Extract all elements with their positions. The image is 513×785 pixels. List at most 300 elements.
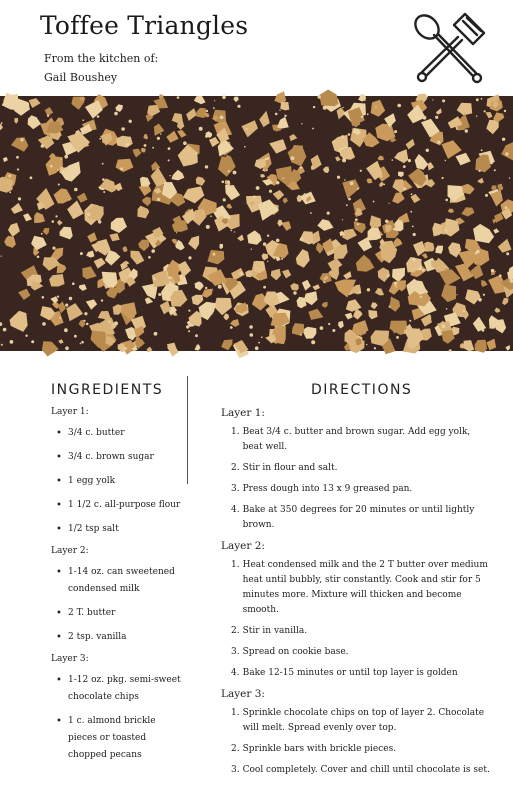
toffee-crumb — [148, 256, 151, 259]
toffee-crumb — [396, 336, 399, 339]
toffee-crumb — [423, 116, 427, 120]
toffee-crumb — [346, 204, 348, 206]
toffee-crumb — [265, 120, 266, 121]
toffee-crumb — [227, 181, 230, 184]
toffee-crumb — [394, 130, 397, 133]
toffee-crumb — [87, 213, 90, 216]
toffee-crumb — [383, 184, 385, 186]
toffee-crumb — [151, 249, 155, 253]
direction-step — [221, 763, 491, 778]
step-text: Bake at 350 degrees for 20 minutes or until lightly brown. — [243, 503, 491, 533]
toffee-crumb — [52, 220, 55, 223]
toffee-crumb — [435, 116, 438, 119]
toffee-crumb — [389, 203, 390, 204]
toffee-crumb — [300, 166, 303, 169]
toffee-crumb — [3, 328, 7, 332]
toffee-crumb — [410, 211, 412, 213]
toffee-crumb — [223, 198, 226, 201]
toffee-crumb — [267, 235, 269, 237]
toffee-crumb — [442, 177, 444, 179]
toffee-crumb — [64, 328, 68, 332]
toffee-crumb — [250, 333, 254, 337]
toffee-crumb — [263, 242, 266, 245]
toffee-crumb — [64, 167, 67, 170]
toffee-crumb — [425, 95, 428, 98]
toffee-crumb — [177, 96, 180, 99]
toffee-crumb — [490, 324, 492, 326]
step-text: Sprinkle bars with brickle pieces. — [243, 742, 491, 757]
toffee-crumb — [344, 179, 346, 181]
ingredient-item: • 3/4 c. brown sugar — [51, 449, 181, 466]
toffee-crumb — [445, 199, 448, 202]
toffee-crumb — [476, 115, 477, 116]
ingredient-item: • 1-12 oz. pkg. semi-sweet chocolate chips — [51, 672, 181, 706]
toffee-crumb — [80, 343, 82, 345]
ingredient-item: • 2 T. butter — [51, 605, 181, 622]
toffee-crumb — [476, 250, 480, 254]
toffee-crumb — [505, 152, 508, 155]
toffee-crumb — [69, 199, 70, 200]
toffee-crumb — [126, 143, 130, 147]
ingredient-item: • 2 tsp. vanilla — [51, 629, 181, 646]
toffee-crumb — [205, 135, 208, 138]
toffee-crumb — [445, 160, 446, 161]
toffee-crumb — [218, 285, 222, 289]
toffee-crumb — [300, 334, 302, 336]
step-number: 2. — [231, 461, 243, 476]
toffee-crumb — [220, 116, 224, 120]
toffee-crumb — [342, 158, 346, 162]
toffee-crumb — [403, 165, 406, 168]
toffee-crumb — [265, 158, 268, 161]
toffee-crumb — [130, 332, 133, 335]
ingredients-layer-label: Layer 1: — [51, 406, 181, 418]
toffee-crumb — [101, 299, 103, 301]
toffee-crumb — [505, 206, 508, 209]
ingredient-item: • 1/2 tsp salt — [51, 521, 181, 538]
toffee-crumb — [361, 116, 364, 119]
toffee-crumb — [183, 141, 187, 145]
toffee-crumb — [231, 230, 232, 231]
kitchen-label: From the kitchen of: — [44, 52, 158, 65]
toffee-crumb — [422, 269, 425, 272]
toffee-crumb — [157, 137, 160, 140]
toffee-crumb — [154, 332, 158, 336]
toffee-photo — [0, 96, 513, 351]
toffee-crumb — [206, 110, 208, 112]
toffee-crumb — [499, 274, 502, 277]
toffee-crumb — [373, 201, 375, 203]
directions-layer-label: Layer 1: — [221, 407, 491, 419]
toffee-crumb — [114, 321, 118, 325]
toffee-crumb — [1, 256, 2, 257]
toffee-crumb — [375, 106, 377, 108]
toffee-crumb — [358, 291, 361, 294]
toffee-crumb — [31, 340, 34, 343]
toffee-crumb — [484, 110, 486, 112]
toffee-crumb — [128, 329, 130, 331]
step-text: Press dough into 13 x 9 greased pan. — [243, 482, 491, 497]
toffee-crumb — [301, 123, 302, 124]
toffee-crumb — [102, 163, 104, 165]
toffee-crumb — [320, 326, 324, 330]
toffee-crumb — [318, 95, 321, 98]
toffee-crumb — [157, 198, 160, 201]
toffee-crumb — [403, 187, 406, 190]
toffee-crumb — [25, 335, 27, 337]
toffee-crumb — [237, 105, 240, 108]
toffee-crumb — [55, 215, 57, 217]
toffee-crumb — [300, 237, 304, 241]
toffee-crumb — [323, 106, 327, 110]
toffee-crumb — [121, 127, 125, 131]
toffee-crumb — [491, 162, 493, 164]
toffee-crumb — [127, 262, 128, 263]
toffee-crumb — [84, 312, 87, 315]
toffee-crumb — [249, 325, 253, 329]
toffee-crumb — [17, 168, 19, 170]
toffee-crumb — [199, 127, 203, 131]
toffee-crumb — [348, 133, 351, 136]
toffee-crumb — [337, 176, 340, 179]
toffee-chunk — [424, 242, 434, 252]
toffee-crumb — [59, 317, 61, 319]
step-text: Heat condensed milk and the 2 T butter over medium heat until bubbly, stir constantly. Cook and stir for 5 minutes more. Mixture will thicken and become smooth. — [243, 558, 491, 618]
toffee-crumb — [74, 335, 77, 338]
toffee-crumb — [494, 169, 496, 171]
step-number: 2. — [231, 624, 243, 639]
ingredients-heading: INGREDIENTS — [51, 382, 163, 398]
direction-step — [221, 645, 491, 660]
toffee-crumb — [491, 269, 494, 272]
toffee-chunk — [280, 102, 289, 110]
toffee-crumb — [385, 220, 388, 223]
toffee-crumb — [65, 304, 68, 307]
toffee-crumb — [41, 233, 43, 235]
toffee-crumb — [98, 220, 101, 223]
step-number: 4. — [231, 503, 243, 533]
toffee-crumb — [357, 223, 359, 225]
toffee-crumb — [404, 332, 406, 334]
toffee-crumb — [479, 170, 481, 172]
toffee-crumb — [327, 212, 330, 215]
toffee-crumb — [456, 294, 457, 295]
toffee-crumb — [66, 233, 70, 237]
toffee-crumb — [188, 330, 190, 332]
toffee-crumb — [463, 310, 465, 312]
toffee-crumb — [313, 297, 316, 300]
toffee-crumb — [120, 167, 123, 170]
toffee-crumb — [210, 215, 212, 217]
toffee-crumb — [267, 261, 268, 262]
toffee-crumb — [231, 185, 235, 189]
direction-step — [221, 461, 491, 476]
author-name: Gail Boushey — [44, 71, 117, 84]
toffee-crumb — [65, 346, 69, 350]
toffee-crumb — [244, 146, 246, 148]
toffee-crumb — [276, 239, 280, 243]
direction-step — [221, 503, 491, 533]
toffee-crumb — [261, 336, 263, 338]
toffee-crumb — [176, 232, 177, 233]
toffee-crumb — [355, 218, 358, 221]
toffee-crumb — [367, 288, 370, 291]
toffee-crumb — [502, 138, 505, 141]
ingredients-list — [51, 406, 181, 771]
toffee-crumb — [313, 106, 315, 108]
direction-step — [221, 742, 491, 757]
toffee-crumb — [446, 308, 448, 310]
toffee-crumb — [230, 326, 233, 329]
toffee-crumb — [86, 323, 89, 326]
step-text: Cool completely. Cover and chill until chocolate is set. — [243, 763, 491, 778]
toffee-crumb — [108, 321, 111, 324]
toffee-crumb — [409, 320, 411, 322]
toffee-crumb — [52, 247, 55, 250]
toffee-crumb — [168, 147, 171, 150]
toffee-crumb — [465, 129, 468, 132]
step-text: Spread on cookie base. — [243, 645, 491, 660]
toffee-crumb — [97, 115, 100, 118]
toffee-crumb — [408, 159, 411, 162]
toffee-crumb — [310, 212, 312, 214]
toffee-crumb — [357, 188, 359, 190]
toffee-crumb — [84, 320, 86, 322]
toffee-crumb — [485, 194, 488, 197]
toffee-crumb — [397, 104, 401, 108]
toffee-crumb — [374, 347, 376, 349]
toffee-crumb — [251, 249, 252, 250]
toffee-crumb — [144, 144, 147, 147]
toffee-crumb — [392, 159, 394, 161]
column-divider — [187, 376, 188, 484]
toffee-crumb — [58, 184, 60, 186]
toffee-crumb — [74, 188, 78, 192]
toffee-crumb — [276, 181, 279, 184]
toffee-crumb — [341, 135, 344, 138]
toffee-crumb — [228, 170, 230, 172]
toffee-crumb — [366, 344, 367, 345]
toffee-crumb — [263, 286, 266, 289]
toffee-crumb — [279, 110, 280, 111]
step-number: 3. — [231, 763, 243, 778]
toffee-crumb — [57, 169, 59, 171]
toffee-crumb — [234, 231, 235, 232]
toffee-crumb — [50, 165, 53, 168]
toffee-crumb — [133, 332, 135, 334]
toffee-crumb — [314, 332, 315, 333]
toffee-crumb — [61, 159, 62, 160]
ingredient-item: • 1 c. almond brickle pieces or toasted chopped pecans — [51, 713, 181, 764]
toffee-crumb — [323, 281, 325, 283]
toffee-crumb — [213, 107, 215, 109]
toffee-crumb — [506, 252, 509, 255]
ingredient-item: • 1 1/2 c. all-purpose flour — [51, 497, 181, 514]
toffee-crumb — [152, 147, 154, 149]
direction-step — [221, 482, 491, 497]
toffee-crumb — [389, 306, 391, 308]
toffee-crumb — [348, 198, 351, 201]
toffee-crumb — [411, 193, 413, 195]
toffee-crumb — [509, 177, 510, 178]
toffee-crumb — [312, 340, 314, 342]
step-number: 4. — [231, 666, 243, 681]
toffee-crumb — [412, 257, 416, 261]
toffee-crumb — [124, 347, 127, 350]
toffee-crumb — [68, 312, 69, 313]
toffee-crumb — [188, 310, 190, 312]
toffee-crumb — [412, 226, 414, 228]
toffee-crumb — [283, 177, 285, 179]
toffee-crumb — [426, 149, 429, 152]
toffee-crumb — [182, 156, 183, 157]
toffee-crumb — [47, 115, 49, 117]
toffee-crumb — [153, 278, 156, 281]
toffee-crumb — [239, 272, 242, 275]
toffee-crumb — [432, 99, 433, 100]
toffee-crumb — [76, 131, 79, 134]
toffee-crumb — [18, 197, 21, 200]
toffee-crumb — [168, 159, 170, 161]
toffee-crumb — [57, 296, 59, 298]
toffee-crumb — [504, 110, 506, 112]
toffee-crumb — [1, 122, 3, 124]
toffee-crumb — [476, 98, 479, 101]
toffee-crumb — [332, 329, 335, 332]
ingredient-item: • 3/4 c. butter — [51, 425, 181, 442]
toffee-crumb — [269, 190, 272, 193]
step-number: 1. — [231, 558, 243, 618]
toffee-crumb — [139, 260, 141, 262]
toffee-crumb — [9, 191, 11, 193]
toffee-crumb — [360, 170, 362, 172]
toffee-crumb — [10, 340, 14, 344]
toffee-crumb — [8, 175, 11, 178]
toffee-crumb — [30, 176, 33, 179]
toffee-crumb — [37, 256, 40, 259]
toffee-crumb — [205, 287, 207, 289]
toffee-crumb — [256, 186, 260, 190]
toffee-crumb — [34, 119, 35, 120]
toffee-crumb — [214, 100, 215, 101]
step-text: Stir in vanilla. — [243, 624, 491, 639]
toffee-crumb — [442, 324, 446, 328]
recipe-title: Toffee Triangles — [40, 11, 248, 40]
toffee-crumb — [478, 298, 482, 302]
toffee-crumb — [293, 291, 296, 294]
toffee-crumb — [222, 181, 225, 184]
step-number: 3. — [231, 645, 243, 660]
toffee-crumb — [278, 244, 279, 245]
toffee-crumb — [169, 175, 170, 176]
toffee-crumb — [102, 178, 105, 181]
toffee-crumb — [350, 181, 354, 185]
toffee-crumb — [303, 193, 306, 196]
toffee-crumb — [483, 294, 485, 296]
step-number: 1. — [231, 425, 243, 455]
toffee-crumb — [387, 275, 390, 278]
toffee-crumb — [213, 253, 216, 256]
toffee-crumb — [211, 307, 213, 309]
toffee-crumb — [103, 191, 105, 193]
direction-step — [221, 706, 491, 736]
toffee-crumb — [70, 234, 73, 237]
step-text: Beat 3/4 c. butter and brown sugar. Add egg yolk, beat well. — [243, 425, 491, 455]
toffee-crumb — [272, 306, 274, 308]
toffee-crumb — [328, 323, 330, 325]
toffee-crumb — [186, 325, 189, 328]
toffee-crumb — [205, 165, 208, 168]
toffee-crumb — [481, 98, 483, 100]
toffee-crumb — [158, 293, 161, 296]
toffee-crumb — [312, 128, 314, 130]
directions-layer-label: Layer 2: — [221, 540, 491, 552]
ingredient-item: • 1 egg yolk — [51, 473, 181, 490]
ingredients-layer-label: Layer 2: — [51, 545, 181, 557]
toffee-crumb — [253, 196, 256, 199]
toffee-crumb — [222, 95, 226, 99]
toffee-crumb — [364, 99, 366, 101]
toffee-crumb — [1, 344, 3, 346]
toffee-crumb — [69, 297, 72, 300]
toffee-crumb — [20, 138, 23, 141]
toffee-crumb — [420, 296, 422, 298]
toffee-crumb — [160, 133, 161, 134]
direction-step — [221, 558, 491, 618]
toffee-crumb — [42, 296, 45, 299]
toffee-crumb — [255, 346, 259, 350]
toffee-crumb — [413, 233, 416, 236]
toffee-crumb — [401, 220, 402, 221]
toffee-crumb — [84, 130, 88, 134]
toffee-crumb — [342, 219, 343, 220]
toffee-crumb — [80, 252, 83, 255]
toffee-crumb — [380, 176, 382, 178]
toffee-crumb — [267, 213, 270, 216]
toffee-crumb — [233, 171, 237, 175]
toffee-crumb — [41, 144, 45, 148]
crossed-spoon-spatula-icon — [410, 10, 490, 88]
ingredients-layer-label: Layer 3: — [51, 653, 181, 665]
toffee-crumb — [195, 334, 198, 337]
toffee-crumb — [121, 280, 123, 282]
toffee-crumb — [64, 155, 68, 159]
direction-step — [221, 624, 491, 639]
toffee-crumb — [42, 322, 46, 326]
toffee-crumb — [437, 141, 440, 144]
directions-layer-label: Layer 3: — [221, 688, 491, 700]
step-text: Bake 12-15 minutes or until top layer is golden — [243, 666, 491, 681]
step-number: 2. — [231, 742, 243, 757]
toffee-crumb — [16, 156, 19, 159]
toffee-crumb — [482, 329, 485, 332]
step-text: Stir in flour and salt. — [243, 461, 491, 476]
toffee-crumb — [449, 349, 452, 352]
direction-step — [221, 666, 491, 681]
step-number: 3. — [231, 482, 243, 497]
toffee-crumb — [442, 99, 445, 102]
toffee-crumb — [72, 282, 75, 285]
toffee-crumb — [367, 113, 369, 115]
toffee-crumb — [281, 258, 283, 260]
toffee-crumb — [82, 119, 84, 121]
step-text: Sprinkle chocolate chips on top of layer 2. Chocolate will melt. Spread evenly over top. — [243, 706, 491, 736]
toffee-crumb — [258, 342, 260, 344]
toffee-crumb — [206, 225, 210, 229]
directions-heading: DIRECTIONS — [311, 382, 412, 398]
toffee-crumb — [99, 138, 101, 140]
toffee-crumb — [246, 128, 248, 130]
